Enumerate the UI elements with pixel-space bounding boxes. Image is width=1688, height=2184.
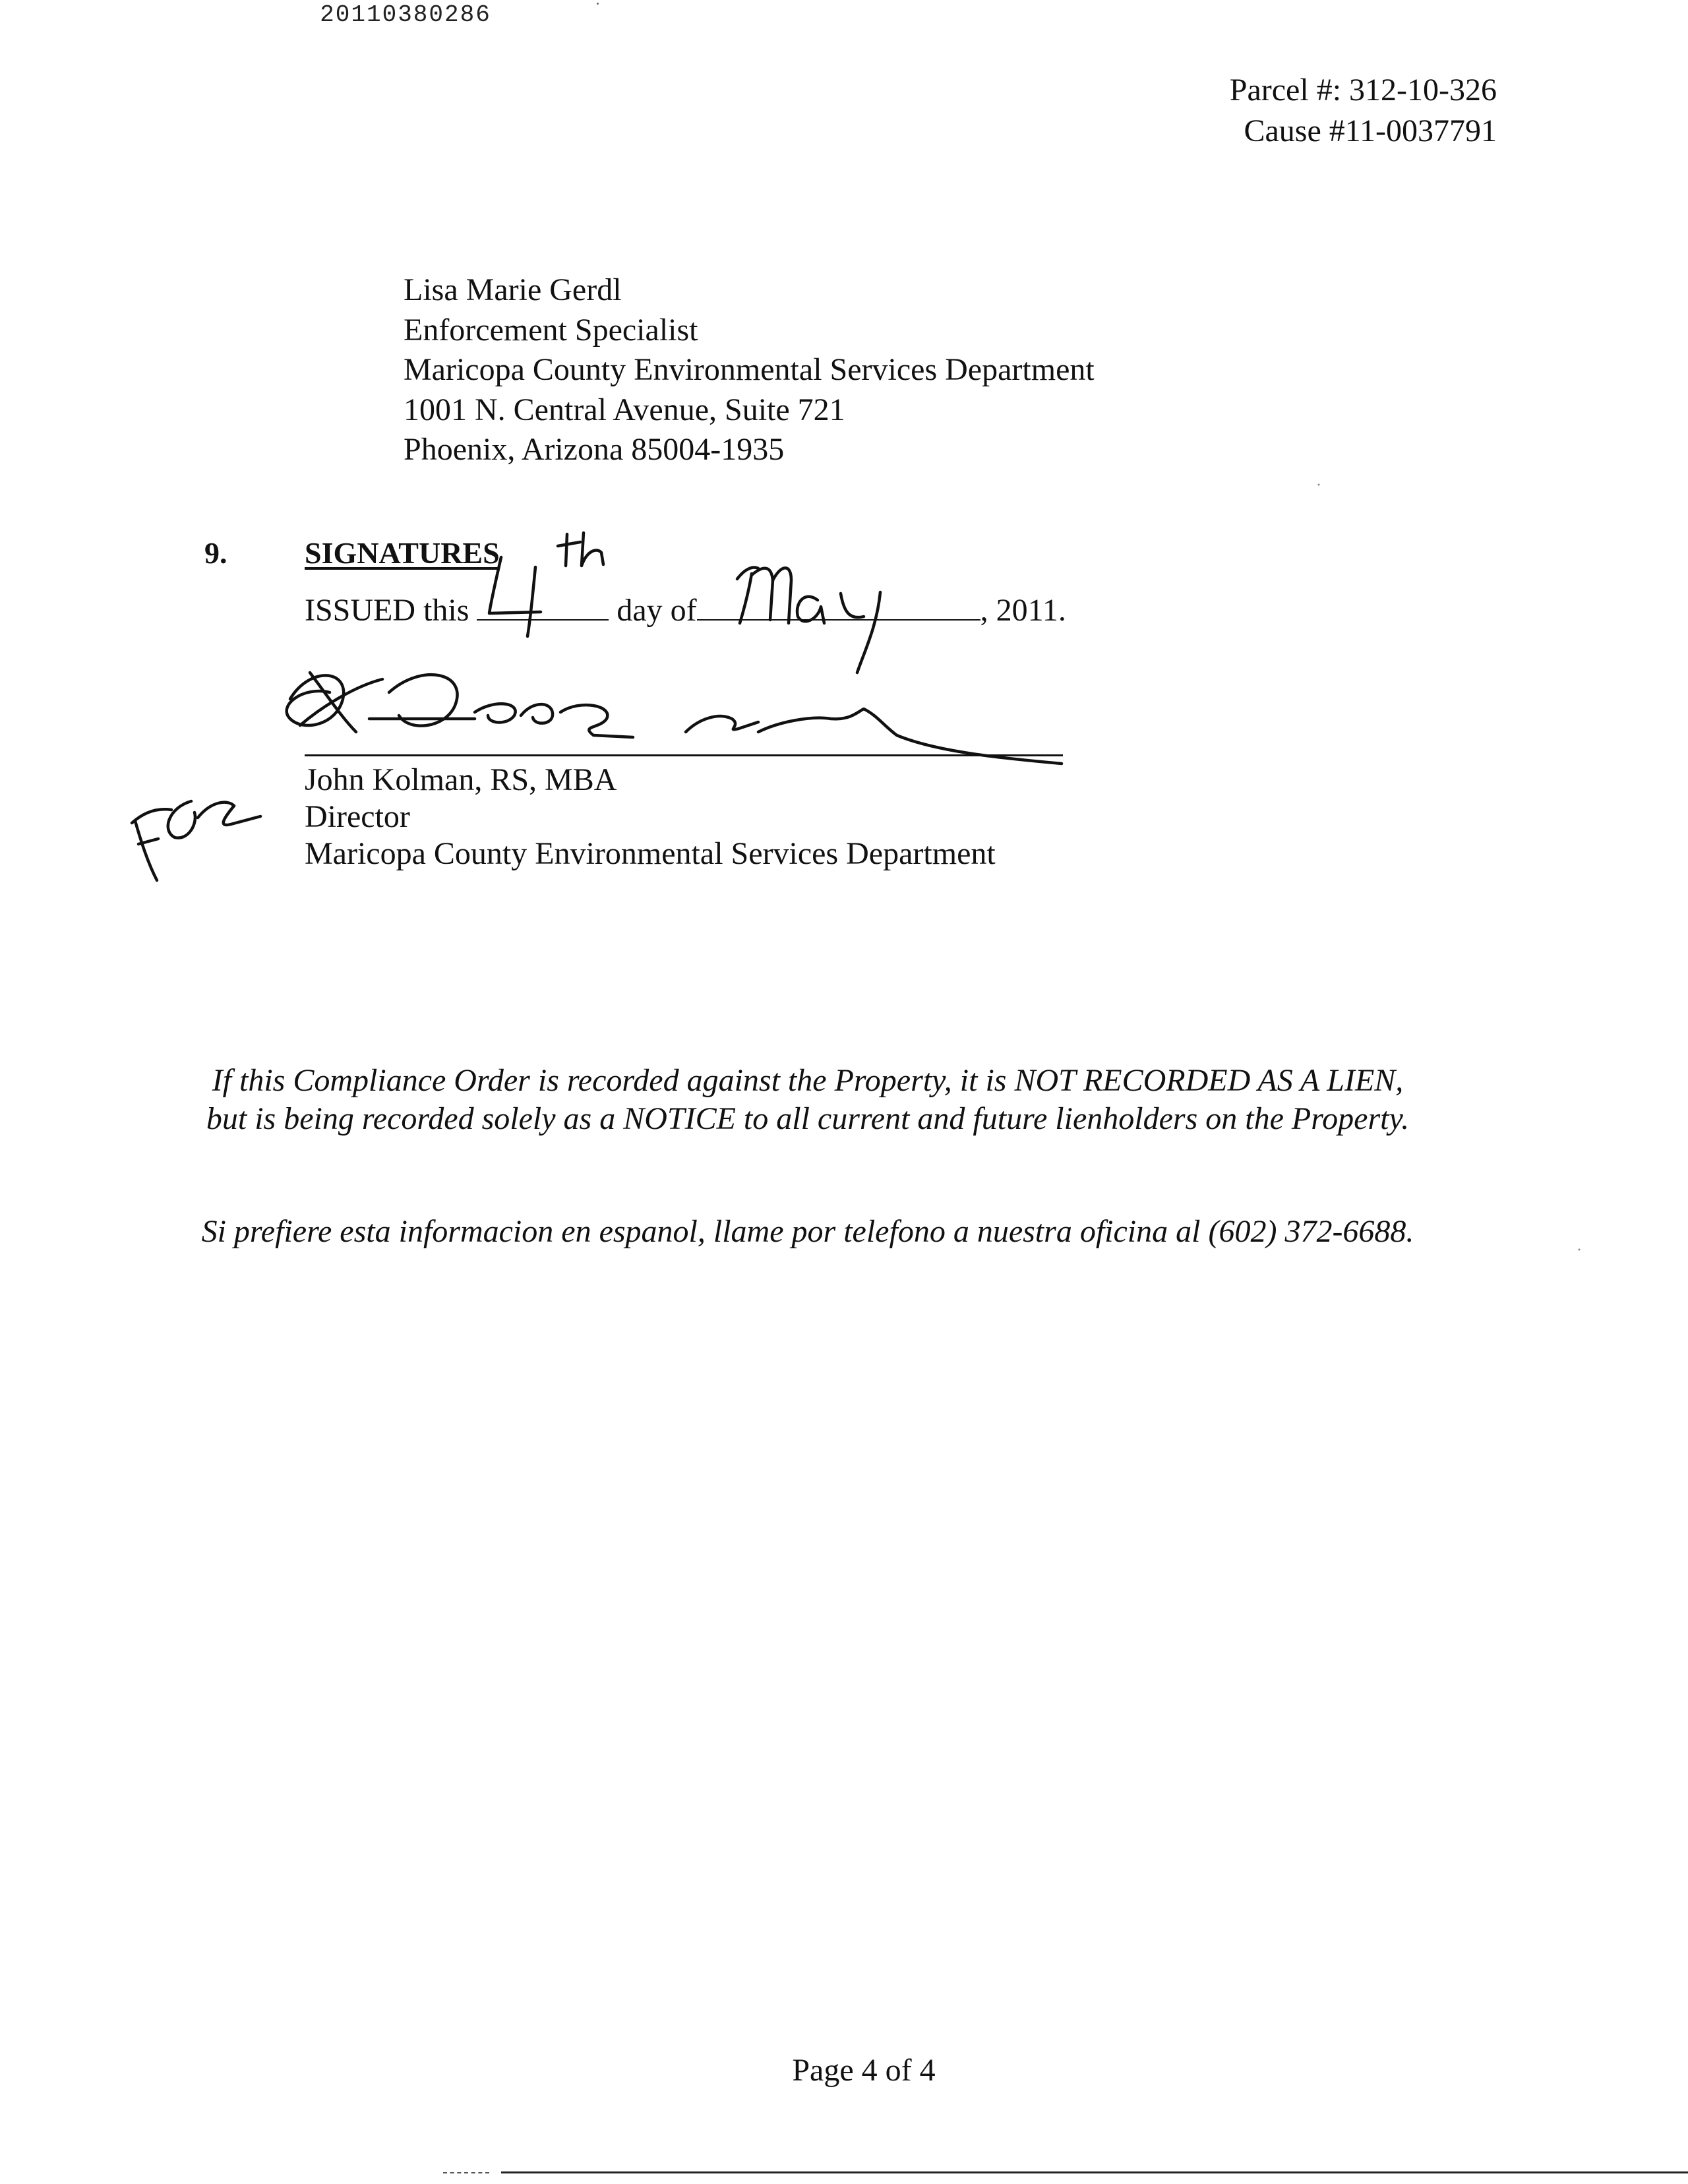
lien-notice bbox=[106, 1062, 1510, 1138]
issued-prefix: ISSUED this bbox=[305, 593, 469, 628]
handwritten-day bbox=[489, 533, 603, 636]
day-of-label: day of bbox=[617, 593, 697, 628]
recording-number: 20110380286 bbox=[320, 1, 491, 28]
section-number: 9. bbox=[204, 536, 227, 570]
signer-block bbox=[305, 762, 996, 872]
parcel-number: Parcel #: 312-10-326 bbox=[1229, 73, 1497, 107]
signature-line bbox=[305, 754, 1063, 756]
address-line-street: 1001 N. Central Avenue, Suite 721 bbox=[404, 392, 845, 427]
scan-edge-rule bbox=[501, 2171, 1688, 2173]
year-suffix: , 2011. bbox=[980, 593, 1066, 628]
address-line-title: Enforcement Specialist bbox=[404, 312, 698, 348]
address-line-department: Maricopa County Environmental Services Department bbox=[404, 352, 1095, 387]
address-line-name: Lisa Marie Gerdl bbox=[404, 272, 622, 307]
signer-title: Director bbox=[305, 799, 410, 834]
scan-edge-dash bbox=[443, 2172, 489, 2173]
lien-notice-line-2: but is being recorded solely as a NOTICE to all current and future lienholders on the Property. bbox=[206, 1101, 1410, 1136]
scan-speck bbox=[1579, 1249, 1581, 1251]
address-line-city: Phoenix, Arizona 85004-1935 bbox=[404, 432, 785, 467]
cause-number: Cause #11-0037791 bbox=[1244, 113, 1497, 148]
signer-name: John Kolman, RS, MBA bbox=[305, 762, 617, 797]
page-number: Page 4 of 4 bbox=[792, 2053, 936, 2088]
handwritten-month bbox=[737, 568, 880, 673]
signature-john-kolman bbox=[287, 673, 1062, 764]
handwritten-for bbox=[132, 801, 260, 880]
scan-speck bbox=[1318, 484, 1320, 486]
lien-notice-line-1: If this Compliance Order is recorded against the Property, it is NOT RECORDED AS A LIEN, bbox=[212, 1063, 1404, 1098]
signer-department: Maricopa County Environmental Services Department bbox=[305, 836, 996, 871]
spanish-notice: Si prefiere esta informacion en espanol, llame por telefono a nuestra oficina al (602) 372-6688. bbox=[201, 1214, 1414, 1249]
section-title: SIGNATURES bbox=[305, 536, 500, 570]
